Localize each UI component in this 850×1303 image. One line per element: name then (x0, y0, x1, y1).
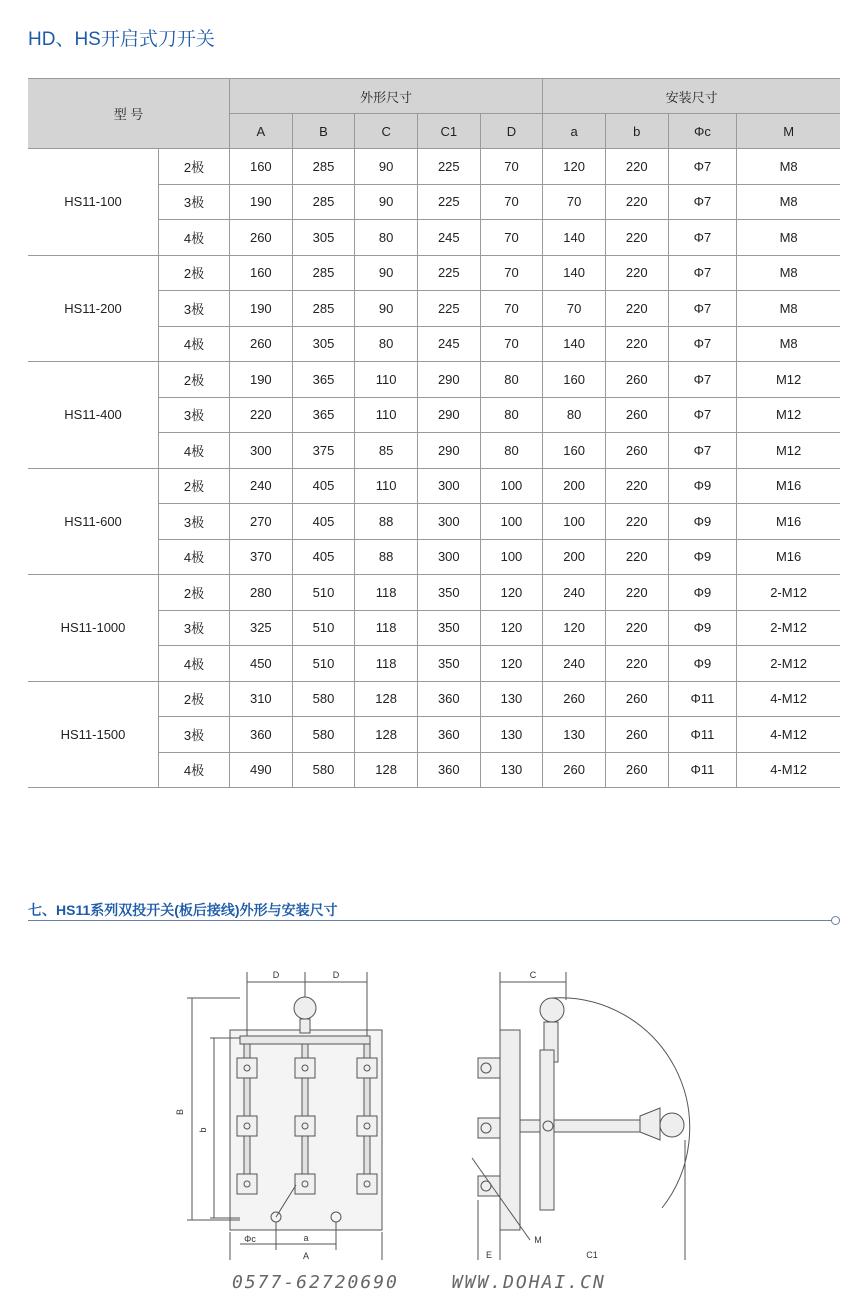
value-cell: 118 (355, 646, 418, 682)
value-cell: M8 (737, 255, 840, 291)
value-cell: 190 (230, 184, 293, 220)
value-cell: 405 (292, 468, 355, 504)
value-cell: 305 (292, 220, 355, 256)
footer-contact (232, 1272, 646, 1293)
value-cell: 260 (605, 433, 668, 469)
value-cell: M16 (737, 539, 840, 575)
table-row (28, 255, 840, 291)
label-M: M (534, 1235, 542, 1245)
section-rule-end-dot (831, 916, 840, 925)
value-cell: 510 (292, 610, 355, 646)
value-cell: 70 (480, 255, 543, 291)
value-cell: Φ11 (668, 681, 737, 717)
front-pole-contact (295, 1058, 315, 1078)
front-pole-contact (237, 1058, 257, 1078)
value-cell: Φ11 (668, 717, 737, 753)
value-cell: 300 (417, 539, 480, 575)
column-header: A (230, 114, 293, 149)
table-row (28, 681, 840, 717)
pole-cell: 3极 (159, 397, 230, 433)
value-cell: 140 (543, 220, 606, 256)
value-cell: 80 (480, 433, 543, 469)
value-cell: Φ7 (668, 397, 737, 433)
value-cell: 325 (230, 610, 293, 646)
value-cell: 130 (543, 717, 606, 753)
label-C: C (529, 970, 537, 980)
value-cell: 240 (543, 575, 606, 611)
value-cell: 225 (417, 149, 480, 185)
value-cell: Φ9 (668, 539, 737, 575)
value-cell: 220 (605, 291, 668, 327)
value-cell: 120 (480, 610, 543, 646)
model-header: 型 号 (28, 79, 230, 149)
front-pole-contact (357, 1116, 377, 1136)
value-cell: 118 (355, 575, 418, 611)
value-cell: 2-M12 (737, 646, 840, 682)
value-cell: 580 (292, 717, 355, 753)
value-cell: 305 (292, 326, 355, 362)
value-cell: 80 (355, 326, 418, 362)
value-cell: 580 (292, 752, 355, 788)
value-cell: 200 (543, 539, 606, 575)
value-cell: 110 (355, 397, 418, 433)
value-cell: 2-M12 (737, 575, 840, 611)
value-cell: 350 (417, 575, 480, 611)
pole-cell: 3极 (159, 184, 230, 220)
column-header: Φc (668, 114, 737, 149)
value-cell: M8 (737, 220, 840, 256)
value-cell: 365 (292, 362, 355, 398)
value-cell: 580 (292, 681, 355, 717)
value-cell: 110 (355, 468, 418, 504)
section-title: 七、HS11系列双投开关(板后接线)外形与安装尺寸 (28, 902, 338, 918)
column-header: a (543, 114, 606, 149)
pole-cell: 4极 (159, 326, 230, 362)
value-cell: 450 (230, 646, 293, 682)
table-row (28, 575, 840, 611)
value-cell: 285 (292, 255, 355, 291)
pole-cell: 4极 (159, 539, 230, 575)
footer-phone: 0577-62720690 (232, 1272, 399, 1293)
value-cell: 120 (543, 149, 606, 185)
value-cell: 220 (605, 610, 668, 646)
value-cell: 70 (543, 291, 606, 327)
value-cell: 80 (480, 362, 543, 398)
value-cell: 405 (292, 539, 355, 575)
model-cell: HS11-200 (28, 255, 159, 362)
value-cell: 405 (292, 504, 355, 540)
value-cell: 360 (417, 681, 480, 717)
value-cell: 510 (292, 575, 355, 611)
value-cell: 220 (605, 149, 668, 185)
value-cell: 160 (230, 149, 293, 185)
value-cell: Φ9 (668, 468, 737, 504)
value-cell: M12 (737, 362, 840, 398)
value-cell: 100 (480, 539, 543, 575)
value-cell: 90 (355, 149, 418, 185)
value-cell: 260 (605, 362, 668, 398)
pole-cell: 4极 (159, 220, 230, 256)
value-cell: 225 (417, 184, 480, 220)
table-row (28, 362, 840, 398)
value-cell: 260 (543, 752, 606, 788)
value-cell: M12 (737, 397, 840, 433)
value-cell: M8 (737, 149, 840, 185)
value-cell: 260 (543, 681, 606, 717)
value-cell: M16 (737, 468, 840, 504)
pole-cell: 4极 (159, 752, 230, 788)
value-cell: 245 (417, 220, 480, 256)
value-cell: Φ9 (668, 646, 737, 682)
value-cell: 360 (230, 717, 293, 753)
value-cell: 290 (417, 433, 480, 469)
value-cell: 365 (292, 397, 355, 433)
value-cell: 80 (543, 397, 606, 433)
value-cell: 245 (417, 326, 480, 362)
value-cell: 375 (292, 433, 355, 469)
label-E: E (485, 1250, 493, 1260)
value-cell: 130 (480, 752, 543, 788)
value-cell: 490 (230, 752, 293, 788)
front-pole-contact (237, 1174, 257, 1194)
value-cell: 220 (605, 184, 668, 220)
front-pole-contact (357, 1058, 377, 1078)
front-crossbar (240, 1036, 370, 1044)
value-cell: 90 (355, 255, 418, 291)
value-cell: 4-M12 (737, 752, 840, 788)
model-cell: HS11-1500 (28, 681, 159, 788)
value-cell: 130 (480, 681, 543, 717)
value-cell: 90 (355, 184, 418, 220)
pole-cell: 4极 (159, 433, 230, 469)
side-base-plate (500, 1030, 520, 1230)
value-cell: 220 (230, 397, 293, 433)
side-swing-arc (552, 998, 690, 1208)
value-cell: 70 (480, 220, 543, 256)
pole-cell: 2极 (159, 575, 230, 611)
front-pole-contact (295, 1174, 315, 1194)
outer-dimension-header: 外形尺寸 (230, 79, 543, 114)
value-cell: 88 (355, 539, 418, 575)
value-cell: 160 (230, 255, 293, 291)
table-row (28, 468, 840, 504)
dimension-table (28, 78, 840, 788)
value-cell: 300 (230, 433, 293, 469)
value-cell: 4-M12 (737, 717, 840, 753)
pole-cell: 3极 (159, 504, 230, 540)
label-C1: C1 (586, 1250, 598, 1260)
value-cell: Φ7 (668, 149, 737, 185)
value-cell: 240 (543, 646, 606, 682)
value-cell: 290 (417, 397, 480, 433)
label-D-left: D (272, 970, 280, 980)
value-cell: 350 (417, 610, 480, 646)
pole-cell: 2极 (159, 255, 230, 291)
mount-dimension-header: 安装尺寸 (543, 79, 840, 114)
column-header: B (292, 114, 355, 149)
value-cell: 110 (355, 362, 418, 398)
value-cell: 220 (605, 646, 668, 682)
value-cell: 285 (292, 291, 355, 327)
value-cell: 350 (417, 646, 480, 682)
column-header: C (355, 114, 418, 149)
value-cell: M12 (737, 433, 840, 469)
pole-cell: 3极 (159, 610, 230, 646)
value-cell: 190 (230, 291, 293, 327)
front-pole-contact (295, 1116, 315, 1136)
pole-cell: 4极 (159, 646, 230, 682)
value-cell: 220 (605, 539, 668, 575)
side-handle-ball (540, 998, 564, 1022)
value-cell: 120 (543, 610, 606, 646)
value-cell: 310 (230, 681, 293, 717)
front-pole-contact (357, 1174, 377, 1194)
value-cell: 90 (355, 291, 418, 327)
model-cell: HS11-600 (28, 468, 159, 575)
value-cell: 80 (480, 397, 543, 433)
value-cell: Φ7 (668, 255, 737, 291)
value-cell: 128 (355, 681, 418, 717)
value-cell: M8 (737, 291, 840, 327)
value-cell: 70 (543, 184, 606, 220)
label-D-right: D (332, 970, 340, 980)
label-B: B (175, 1108, 185, 1116)
value-cell: Φ7 (668, 433, 737, 469)
value-cell: 370 (230, 539, 293, 575)
footer-website: WWW.DOHAI.CN (451, 1272, 606, 1293)
value-cell: 100 (480, 504, 543, 540)
value-cell: 120 (480, 646, 543, 682)
value-cell: 100 (480, 468, 543, 504)
label-b: b (198, 1127, 208, 1133)
model-cell: HS11-400 (28, 362, 159, 469)
pole-cell: 3极 (159, 291, 230, 327)
value-cell: 190 (230, 362, 293, 398)
value-cell: 225 (417, 291, 480, 327)
value-cell: 2-M12 (737, 610, 840, 646)
value-cell: Φ9 (668, 575, 737, 611)
pole-cell: 2极 (159, 149, 230, 185)
label-A: A (302, 1251, 310, 1260)
column-header: b (605, 114, 668, 149)
value-cell: M8 (737, 326, 840, 362)
section-header (28, 898, 840, 922)
model-cell: HS11-100 (28, 149, 159, 256)
pole-cell: 2极 (159, 681, 230, 717)
front-view (187, 972, 382, 1260)
value-cell: Φ11 (668, 752, 737, 788)
value-cell: M16 (737, 504, 840, 540)
value-cell: 225 (417, 255, 480, 291)
value-cell: 240 (230, 468, 293, 504)
value-cell: 70 (480, 149, 543, 185)
value-cell: 130 (480, 717, 543, 753)
value-cell: 100 (543, 504, 606, 540)
value-cell: 70 (480, 184, 543, 220)
side-view (472, 972, 690, 1260)
value-cell: 270 (230, 504, 293, 540)
value-cell: 4-M12 (737, 681, 840, 717)
label-phic: Φc (244, 1234, 256, 1244)
value-cell: 290 (417, 362, 480, 398)
value-cell: 285 (292, 184, 355, 220)
value-cell: 160 (543, 433, 606, 469)
value-cell: 220 (605, 575, 668, 611)
value-cell: 280 (230, 575, 293, 611)
value-cell: 260 (605, 717, 668, 753)
model-cell: HS11-1000 (28, 575, 159, 682)
value-cell: 80 (355, 220, 418, 256)
value-cell: 70 (480, 326, 543, 362)
value-cell: 510 (292, 646, 355, 682)
section-rule (28, 920, 834, 921)
value-cell: 260 (605, 681, 668, 717)
column-header: M (737, 114, 840, 149)
value-cell: 260 (605, 397, 668, 433)
pole-cell: 3极 (159, 717, 230, 753)
value-cell: 220 (605, 468, 668, 504)
value-cell: 120 (480, 575, 543, 611)
value-cell: Φ9 (668, 610, 737, 646)
value-cell: 85 (355, 433, 418, 469)
pole-cell: 2极 (159, 362, 230, 398)
value-cell: 220 (605, 326, 668, 362)
value-cell: 128 (355, 717, 418, 753)
value-cell: 140 (543, 326, 606, 362)
value-cell: Φ9 (668, 504, 737, 540)
value-cell: 260 (230, 326, 293, 362)
value-cell: 220 (605, 255, 668, 291)
page-title: HD、HS开启式刀开关 (28, 29, 215, 50)
table-row (28, 149, 840, 185)
pole-cell: 2极 (159, 468, 230, 504)
column-header: C1 (417, 114, 480, 149)
front-pole-contact (237, 1116, 257, 1136)
value-cell: 300 (417, 504, 480, 540)
value-cell: 220 (605, 220, 668, 256)
value-cell: Φ7 (668, 220, 737, 256)
front-handle-ball (294, 997, 316, 1019)
value-cell: 70 (480, 291, 543, 327)
value-cell: 160 (543, 362, 606, 398)
value-cell: M8 (737, 184, 840, 220)
side-lever-arm (520, 1120, 640, 1132)
value-cell: Φ7 (668, 291, 737, 327)
value-cell: 260 (605, 752, 668, 788)
value-cell: 220 (605, 504, 668, 540)
value-cell: 360 (417, 752, 480, 788)
value-cell: 300 (417, 468, 480, 504)
value-cell: Φ7 (668, 326, 737, 362)
value-cell: Φ7 (668, 184, 737, 220)
value-cell: Φ7 (668, 362, 737, 398)
value-cell: 140 (543, 255, 606, 291)
value-cell: 260 (230, 220, 293, 256)
value-cell: 128 (355, 752, 418, 788)
value-cell: 118 (355, 610, 418, 646)
value-cell: 360 (417, 717, 480, 753)
label-a: a (303, 1233, 309, 1243)
dimension-drawing (0, 940, 850, 1260)
column-header: D (480, 114, 543, 149)
value-cell: 200 (543, 468, 606, 504)
value-cell: 88 (355, 504, 418, 540)
value-cell: 285 (292, 149, 355, 185)
